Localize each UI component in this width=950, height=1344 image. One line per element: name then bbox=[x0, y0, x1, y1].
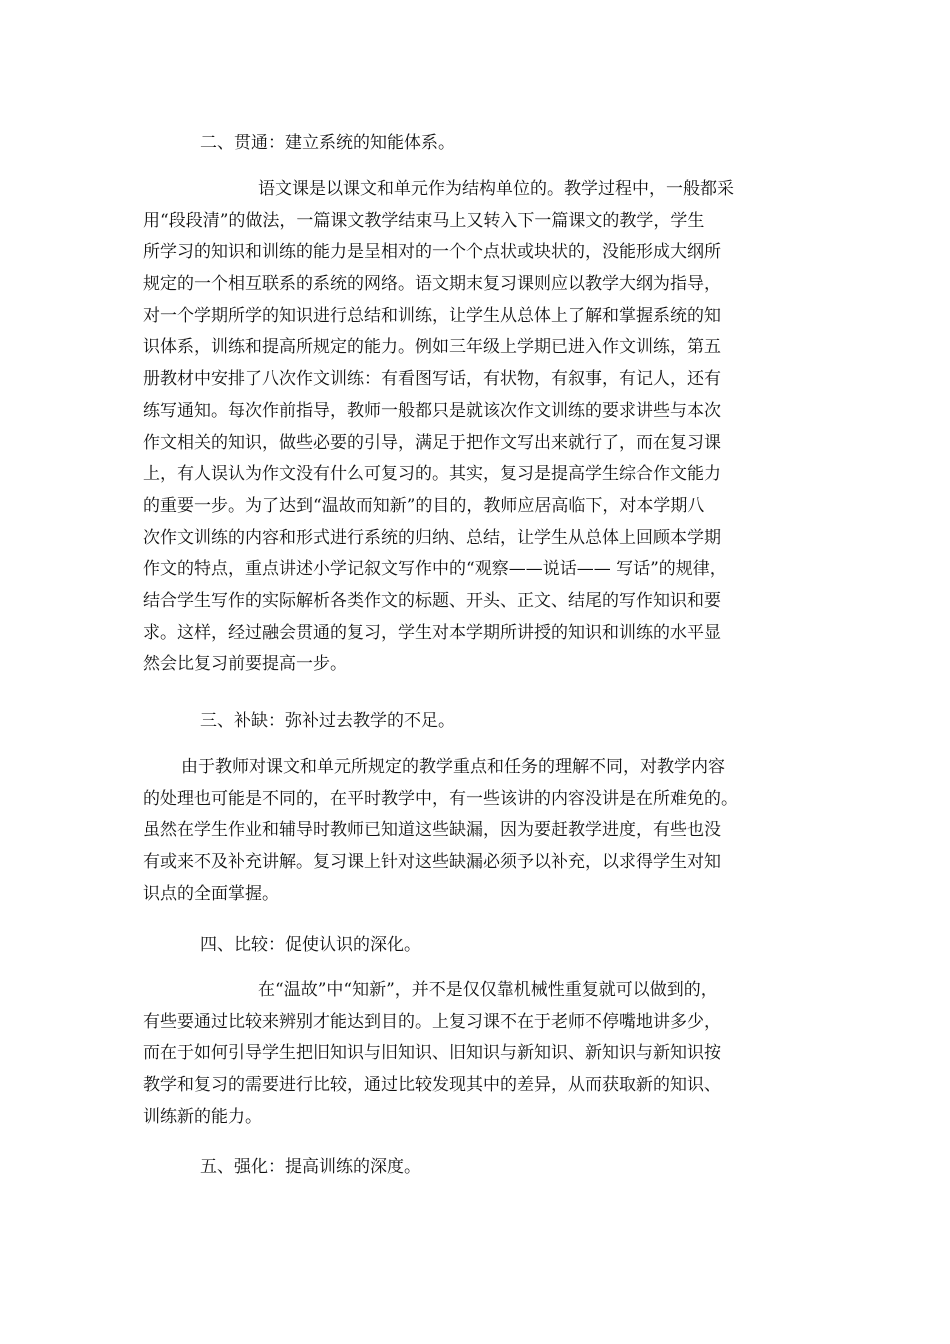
paragraph-line: 识点的全面掌握。 bbox=[143, 883, 279, 904]
paragraph-line: 识体系，训练和提高所规定的能力。例如三年级上学期已进入作文训练，第五 bbox=[143, 337, 721, 358]
paragraph-line: 求。这样，经过融会贯通的复习，学生对本学期所讲授的知识和训练的水平显 bbox=[143, 622, 721, 643]
paragraph-line: 次作文训练的内容和形式进行系统的归纳、总结，让学生从总体上回顾本学期 bbox=[143, 527, 721, 548]
paragraph-line: 上，有人误认为作文没有什么可复习的。其实，复习是提高学生综合作文能力 bbox=[143, 464, 721, 485]
paragraph-line: 的重要一步。为了达到“温故而知新”的目的，教师应居高临下，对本学期八 bbox=[143, 495, 705, 516]
paragraph-line: 规定的一个相互联系的系统的网络。语文期末复习课则应以教学大纲为指导， bbox=[143, 274, 721, 295]
section-heading-5: 五、强化：提高训练的深度。 bbox=[200, 1157, 421, 1177]
paragraph-line: 语文课是以课文和单元作为结构单位的。教学过程中，一般都采 bbox=[258, 179, 734, 199]
paragraph-line: 虽然在学生作业和辅导时教师已知道这些缺漏，因为要赶教学进度，有些也没 bbox=[143, 820, 721, 841]
paragraph-line: 由于教师对课文和单元所规定的教学重点和任务的理解不同，对教学内容 bbox=[181, 757, 725, 777]
paragraph-line: 在“温故”中“知新”，并不是仅仅靠机械性重复就可以做到的， bbox=[258, 980, 718, 1000]
paragraph-line: 训练新的能力。 bbox=[143, 1106, 262, 1127]
paragraph-line: 所学习的知识和训练的能力是呈相对的一个个点状或块状的，没能形成大纲所 bbox=[143, 242, 721, 263]
paragraph-line: 作文相关的知识，做些必要的引导，满足于把作文写出来就行了，而在复习课 bbox=[143, 432, 721, 453]
paragraph-line: 有些要通过比较来辨别才能达到目的。上复习课不在于老师不停嘴地讲多少， bbox=[143, 1011, 721, 1032]
paragraph-line: 有或来不及补充讲解。复习课上针对这些缺漏必须予以补充，以求得学生对知 bbox=[143, 852, 721, 873]
paragraph-line: 册教材中安排了八次作文训练：有看图写话，有状物，有叙事，有记人，还有 bbox=[143, 369, 721, 390]
paragraph-line: 结合学生写作的实际解析各类作文的标题、开头、正文、结尾的写作知识和要 bbox=[143, 590, 721, 611]
section-heading-4: 四、比较：促使认识的深化。 bbox=[200, 935, 421, 955]
section-heading-2: 二、贯通：建立系统的知能体系。 bbox=[200, 133, 455, 153]
paragraph-line: 然会比复习前要提高一步。 bbox=[143, 654, 347, 675]
section-paragraph-3 bbox=[143, 752, 813, 910]
section-paragraph-4 bbox=[143, 975, 813, 1133]
paragraph-line: 的处理也可能是不同的，在平时教学中，有一些该讲的内容没讲是在所难免的。 bbox=[143, 788, 738, 809]
paragraph-line: 用“段段清”的做法，一篇课文教学结束马上又转入下一篇课文的教学，学生 bbox=[143, 210, 705, 231]
paragraph-line: 练写通知。每次作前指导，教师一般都只是就该次作文训练的要求讲些与本次 bbox=[143, 400, 721, 421]
paragraph-line: 而在于如何引导学生把旧知识与旧知识、旧知识与新知识、新知识与新知识按 bbox=[143, 1043, 721, 1064]
paragraph-line: 对一个学期所学的知识进行总结和训练，让学生从总体上了解和掌握系统的知 bbox=[143, 305, 721, 326]
paragraph-line: 教学和复习的需要进行比较，通过比较发现其中的差异，从而获取新的知识、 bbox=[143, 1075, 721, 1096]
section-paragraph-2 bbox=[143, 174, 813, 681]
paragraph-line: 作文的特点，重点讲述小学记叙文写作中的“观察——说话—— 写话”的规律， bbox=[143, 559, 727, 580]
section-heading-3: 三、补缺：弥补过去教学的不足。 bbox=[200, 711, 455, 731]
